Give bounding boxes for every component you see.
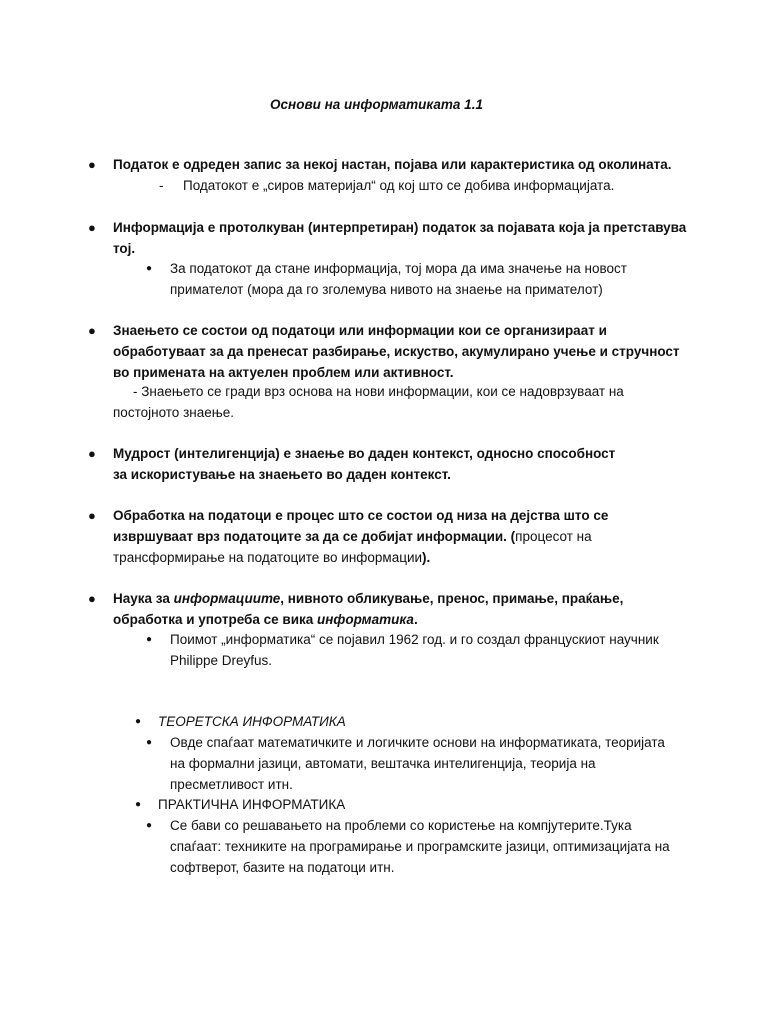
paragraph-informatics-sub: Поимот „информатика“ се појавил 1962 год. и го создал францускиот научник Philippe Dreyfus.: [170, 632, 659, 668]
bullet-icon: ●: [88, 220, 96, 235]
bullet-icon: ●: [88, 508, 96, 523]
paragraph-information-definition: Информација е протолкуван (интерпретиран) податок за појавата која ја претставува тој.: [113, 220, 687, 256]
informatics-text-2: информациите: [173, 591, 281, 606]
bullet-icon: ●: [146, 820, 153, 831]
paragraph-knowledge-sub: - Знаењето се гради врз основа на нови информации, кои се надоврзуваат на постојното знаење.: [113, 384, 624, 420]
paragraph-information-sub: За податокот да стане информација, тој мора да има значење на новост примателот (мора да го зголемува нивото на знаење на примателот): [170, 261, 627, 297]
informatics-text-4: информатика: [317, 612, 414, 627]
bullet-icon: ●: [88, 591, 96, 606]
bullet-icon: ●: [135, 799, 142, 810]
paragraph-knowledge-definition: Знаењето се состои од податоци или информации кои се организираат и обработуваат за да пренесат разбирање, искуство, акумулирано учење и стручност во примената на актуелен проблем или активност.: [113, 323, 680, 380]
bullet-icon: ●: [135, 716, 142, 727]
informatics-text-5: .: [413, 612, 418, 627]
paragraph-data-sub: Податокот е „сиров материјал“ од кој што се добива информацијата.: [183, 178, 615, 193]
dash-icon: -: [159, 178, 164, 193]
heading-practical-informatics: ПРАКТИЧНА ИНФОРМАТИКА: [158, 797, 346, 812]
informatics-text-1: Наука за: [113, 591, 174, 606]
bullet-icon: ●: [88, 323, 96, 338]
bullet-icon: ●: [146, 634, 153, 645]
bullet-icon: ●: [146, 263, 153, 274]
paragraph-informatics-definition: [113, 588, 633, 630]
processing-end-text: ).: [422, 550, 431, 565]
bullet-icon: ●: [88, 446, 96, 461]
paragraph-wisdom-definition: Мудрост (интелигенција) е знаење во даден контекст, односно способност за искористување на знаењето во даден контекст.: [113, 446, 616, 482]
paragraph-processing-definition: [113, 505, 688, 568]
paragraph-theoretical-sub: Овде спаѓаат математичките и логичките основи на информатиката, теоријата на формални јазици, автомати, вештачка интелигенција, теорија на пресметливост итн.: [170, 735, 665, 792]
processing-bold-text: Обработка на податоци е процес што се состои од низа на дејства што се извршуваат врз податоците за да се добијат информации. (: [113, 508, 609, 544]
informatics-text-3: , нивното обликување, пренос, примање, праќање, обработка и употреба се вика: [113, 591, 624, 627]
paragraph-data-definition: Податок е одреден запис за некој настан, појава или карактеристика од околината.: [113, 157, 672, 172]
bullet-icon: ●: [146, 737, 153, 748]
page-title: Основи на информатиката 1.1: [270, 97, 483, 112]
processing-regular-text: процесот на трансформирање на податоците во информации: [113, 529, 592, 565]
heading-theoretical-informatics: ТЕОРЕТСКА ИНФОРМАТИКА: [158, 714, 346, 729]
paragraph-practical-sub: Се бави со решавањето на проблеми со користење на компјутерите.Тука спаѓаат: техниките на програмирање и програмските јазици, оптимизацијата на софтверот, базите на податоци итн.: [170, 818, 670, 875]
bullet-icon: ●: [88, 157, 96, 172]
